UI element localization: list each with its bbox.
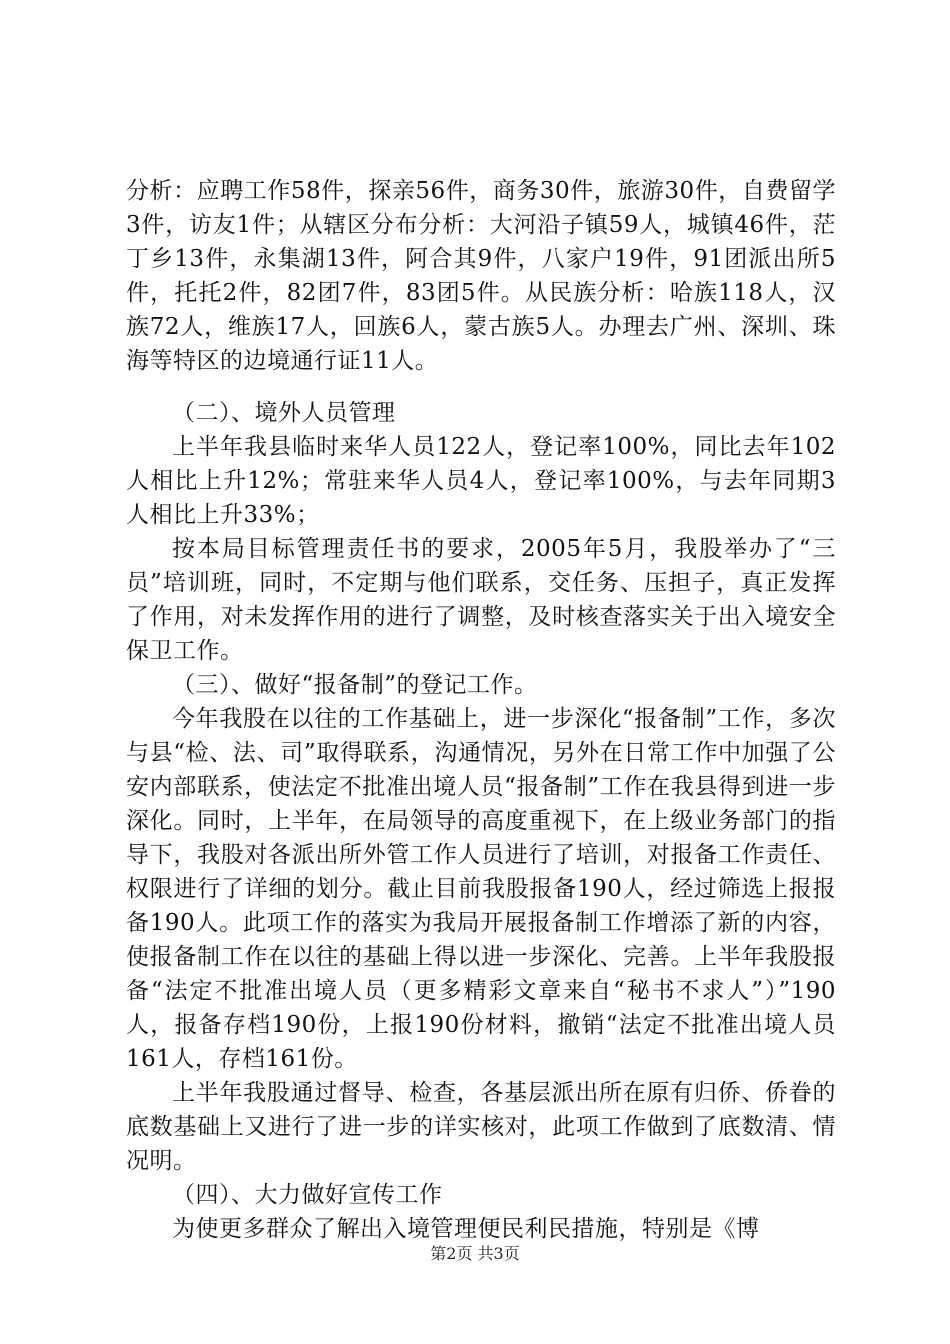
paragraph-publicity: 为使更多群众了解出入境管理便民利民措施，特别是《博 (172, 1216, 760, 1242)
paragraph-registration-work: 今年我股在以往的工作基础上，进一步深化“报备制”工作，多次与县“检、法、司”取得联系，沟通情况，另外在日常工作中加强了公安内部联系，使法定不批准出境人员“报备制”工作在我县得到进一步深化。同时，上半年，在局领导的高度重视下，在上级业务部门的指导下，我股对各派出所外管工作人员进行了培训，对报备工作责任、权限进行了详细的划分。截止目前我股报备190人，经过筛选上报报备190人。此项工作的落实为我局开展报备制工作增添了新的内容，使报备制工作在以往的基础上得以进一步深化、完善。上半年我股报备“法定不批准出境人员（更多精彩文章来自“秘书不求人”）”190人，报备存档190份，上报190份材料，撤销“法定不批准出境人员161人，存档161份。 (126, 706, 836, 1072)
section-heading-foreign-personnel: （二）、境外人员管理 (172, 400, 396, 426)
paragraph-training: 按本局目标管理责任书的要求，2005年5月，我股举办了“三员”培训班，同时，不定期与他们联系，交任务、压担子，真正发挥了作用，对未发挥作用的进行了调整，及时核查落实关于出入境安全保卫工作。 (126, 536, 836, 664)
paragraph-verification: 上半年我股通过督导、检查，各基层派出所在原有归侨、侨眷的底数基础上又进行了进一步的详实核对，此项工作做到了底数清、情况明。 (126, 1080, 836, 1174)
paragraph-foreign-visitors: 上半年我县临时来华人员122人，登记率100%，同比去年102人相比上升12%；常驻来华人员4人，登记率100%，与去年同期3人相比上升33%； (126, 434, 836, 528)
paragraph-gap (126, 378, 836, 396)
document-body (126, 174, 836, 1246)
section-heading-publicity: （四）、大力做好宣传工作 (172, 1182, 443, 1208)
page-number-footer: 第2页 共3页 (430, 1244, 520, 1263)
section-heading-registration: （三）、做好“报备制”的登记工作。 (172, 672, 538, 698)
paragraph-statistics: 分析：应聘工作58件，探亲56件，商务30件，旅游30件，自费留学3件，访友1件；从辖区分布分析：大河沿子镇59人，城镇46件，茫丁乡13件，永集湖13件，阿合其9件，八家户19件，91团派出所5件，托托2件，82团7件，83团5件。从民族分析：哈族118人，汉族72人，维族17人，回族6人，蒙古族5人。办理去广州、深圳、珠海等特区的边境通行证11人。 (126, 178, 836, 374)
